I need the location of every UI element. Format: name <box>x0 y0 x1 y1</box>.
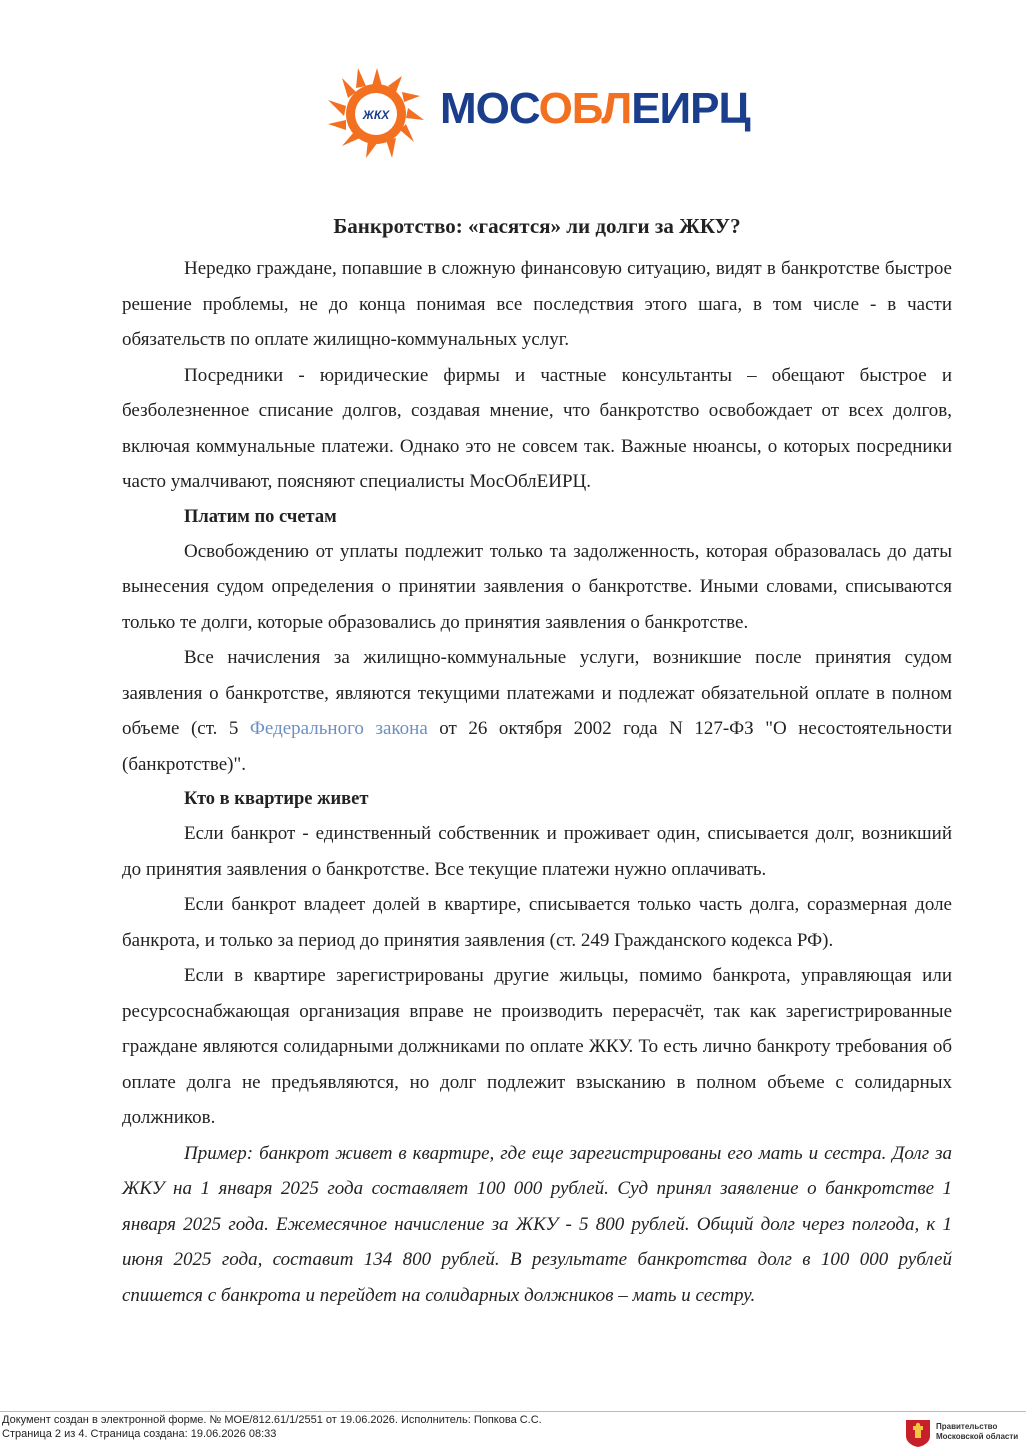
footer-divider <box>0 1411 1026 1412</box>
brand-part-3: ЕИРЦ <box>631 84 750 133</box>
government-badge <box>904 1418 1024 1448</box>
brand-part-2: ОБЛ <box>538 84 632 133</box>
paragraph-1: Нередко граждане, попавшие в сложную финансовую ситуацию, видят в банкротстве быстрое решение проблемы, не до конца понимая все последствия этого шага, в том числе - в части обязательств по оплате жилищно-коммунальных услуг. <box>122 258 952 350</box>
example-paragraph: Пример: банкрот живет в квартире, где еще зарегистрированы его мать и сестра. Долг за ЖКУ на 1 января 2025 года составляет 100 000 рублей. Суд принял заявление о банкротстве 1 января 2025 года. Ежемесячное начисление за ЖКУ - 5 800 рублей. Общий долг через полгода, к 1 июня 2025 года, составит 134 800 рублей. В результате банкротства долг в 100 000 рублей спишется с банкрота и перейдет на солидарных должников – мать и сестру. <box>122 1142 952 1306</box>
paragraph-7: Если в квартире зарегистрированы другие жильцы, помимо банкрота, управляющая или ресурсоснабжающая организация вправе не производить перерасчёт, так как зарегистрированные граждане являются солидарными должниками по оплате ЖКУ. То есть лично банкроту требования об оплате долга не предъявляются, но долг подлежит взысканию в полном объеме с солидарных должников. <box>122 965 952 1128</box>
brand-part-1: МОС <box>440 84 539 133</box>
sun-logo-icon <box>322 62 432 162</box>
law-link[interactable]: Федерального закона <box>249 718 428 739</box>
paragraph-3: Освобождению от уплаты подлежит только та задолженность, которая образовалась до даты вынесения судом определения о принятии заявления о банкротстве. Иными словами, списываются только те долги, которые образовались до принятия заявления о банкротстве. <box>122 540 952 633</box>
sun-label: ЖКХ <box>362 108 390 122</box>
paragraph-4-start: Все начисления за жилищно-коммунальные услуги, возникшие после принятия судом заявления о банкротстве, являются текущими платежами и подлежат обязательной оплате в полном объеме (ст. 5 <box>122 647 952 739</box>
section-heading-2: Кто в квартире живет <box>184 789 369 809</box>
paragraph-2: Посредники - юридические фирмы и частные консультанты – обещают быстрое и безболезненное списание долгов, создавая мнение, что банкротство освобождает от всех долгов, включая коммунальные платежи. Однако это не совсем так. Важные нюансы, о которых посредники часто умалчивают, поясняют специалисты МосОблЕИРЦ. <box>122 364 952 492</box>
paragraph-6: Если банкрот владеет долей в квартире, списывается только часть долга, соразмерная доле банкрота, и только за период до принятия заявления (ст. 249 Гражданского кодекса РФ). <box>122 894 952 951</box>
paragraph-4-end: от 26 октября 2002 года N 127-ФЗ "О несостоятельности (банкротстве)". <box>122 718 952 775</box>
article-title: Банкротство: «гасятся» ли долги за ЖКУ? <box>333 214 741 238</box>
section-heading-1: Платим по счетам <box>184 506 337 527</box>
brand-name <box>440 84 750 134</box>
document-footer <box>2 1413 542 1441</box>
government-label-line-1: Правительство <box>936 1422 998 1431</box>
coat-of-arms-icon <box>904 1418 932 1448</box>
footer-line-2: Страница 2 из 4. Страница создана: 19.06.2026 08:33 <box>2 1428 277 1440</box>
government-label <box>936 1422 1018 1442</box>
government-label-line-2: Московской области <box>936 1432 1019 1441</box>
paragraph-4 <box>122 640 952 782</box>
footer-line-1: Документ создан в электронной форме. № МОЕ/812.61/1/2551 от 19.06.2026. Исполнитель: Попкова С.С. <box>2 1414 542 1426</box>
paragraph-5: Если банкрот - единственный собственник и проживает один, списывается долг, возникший до принятия заявления о банкротстве. Все текущие платежи нужно оплачивать. <box>122 823 952 880</box>
company-logo <box>322 62 762 162</box>
article <box>122 210 952 1313</box>
